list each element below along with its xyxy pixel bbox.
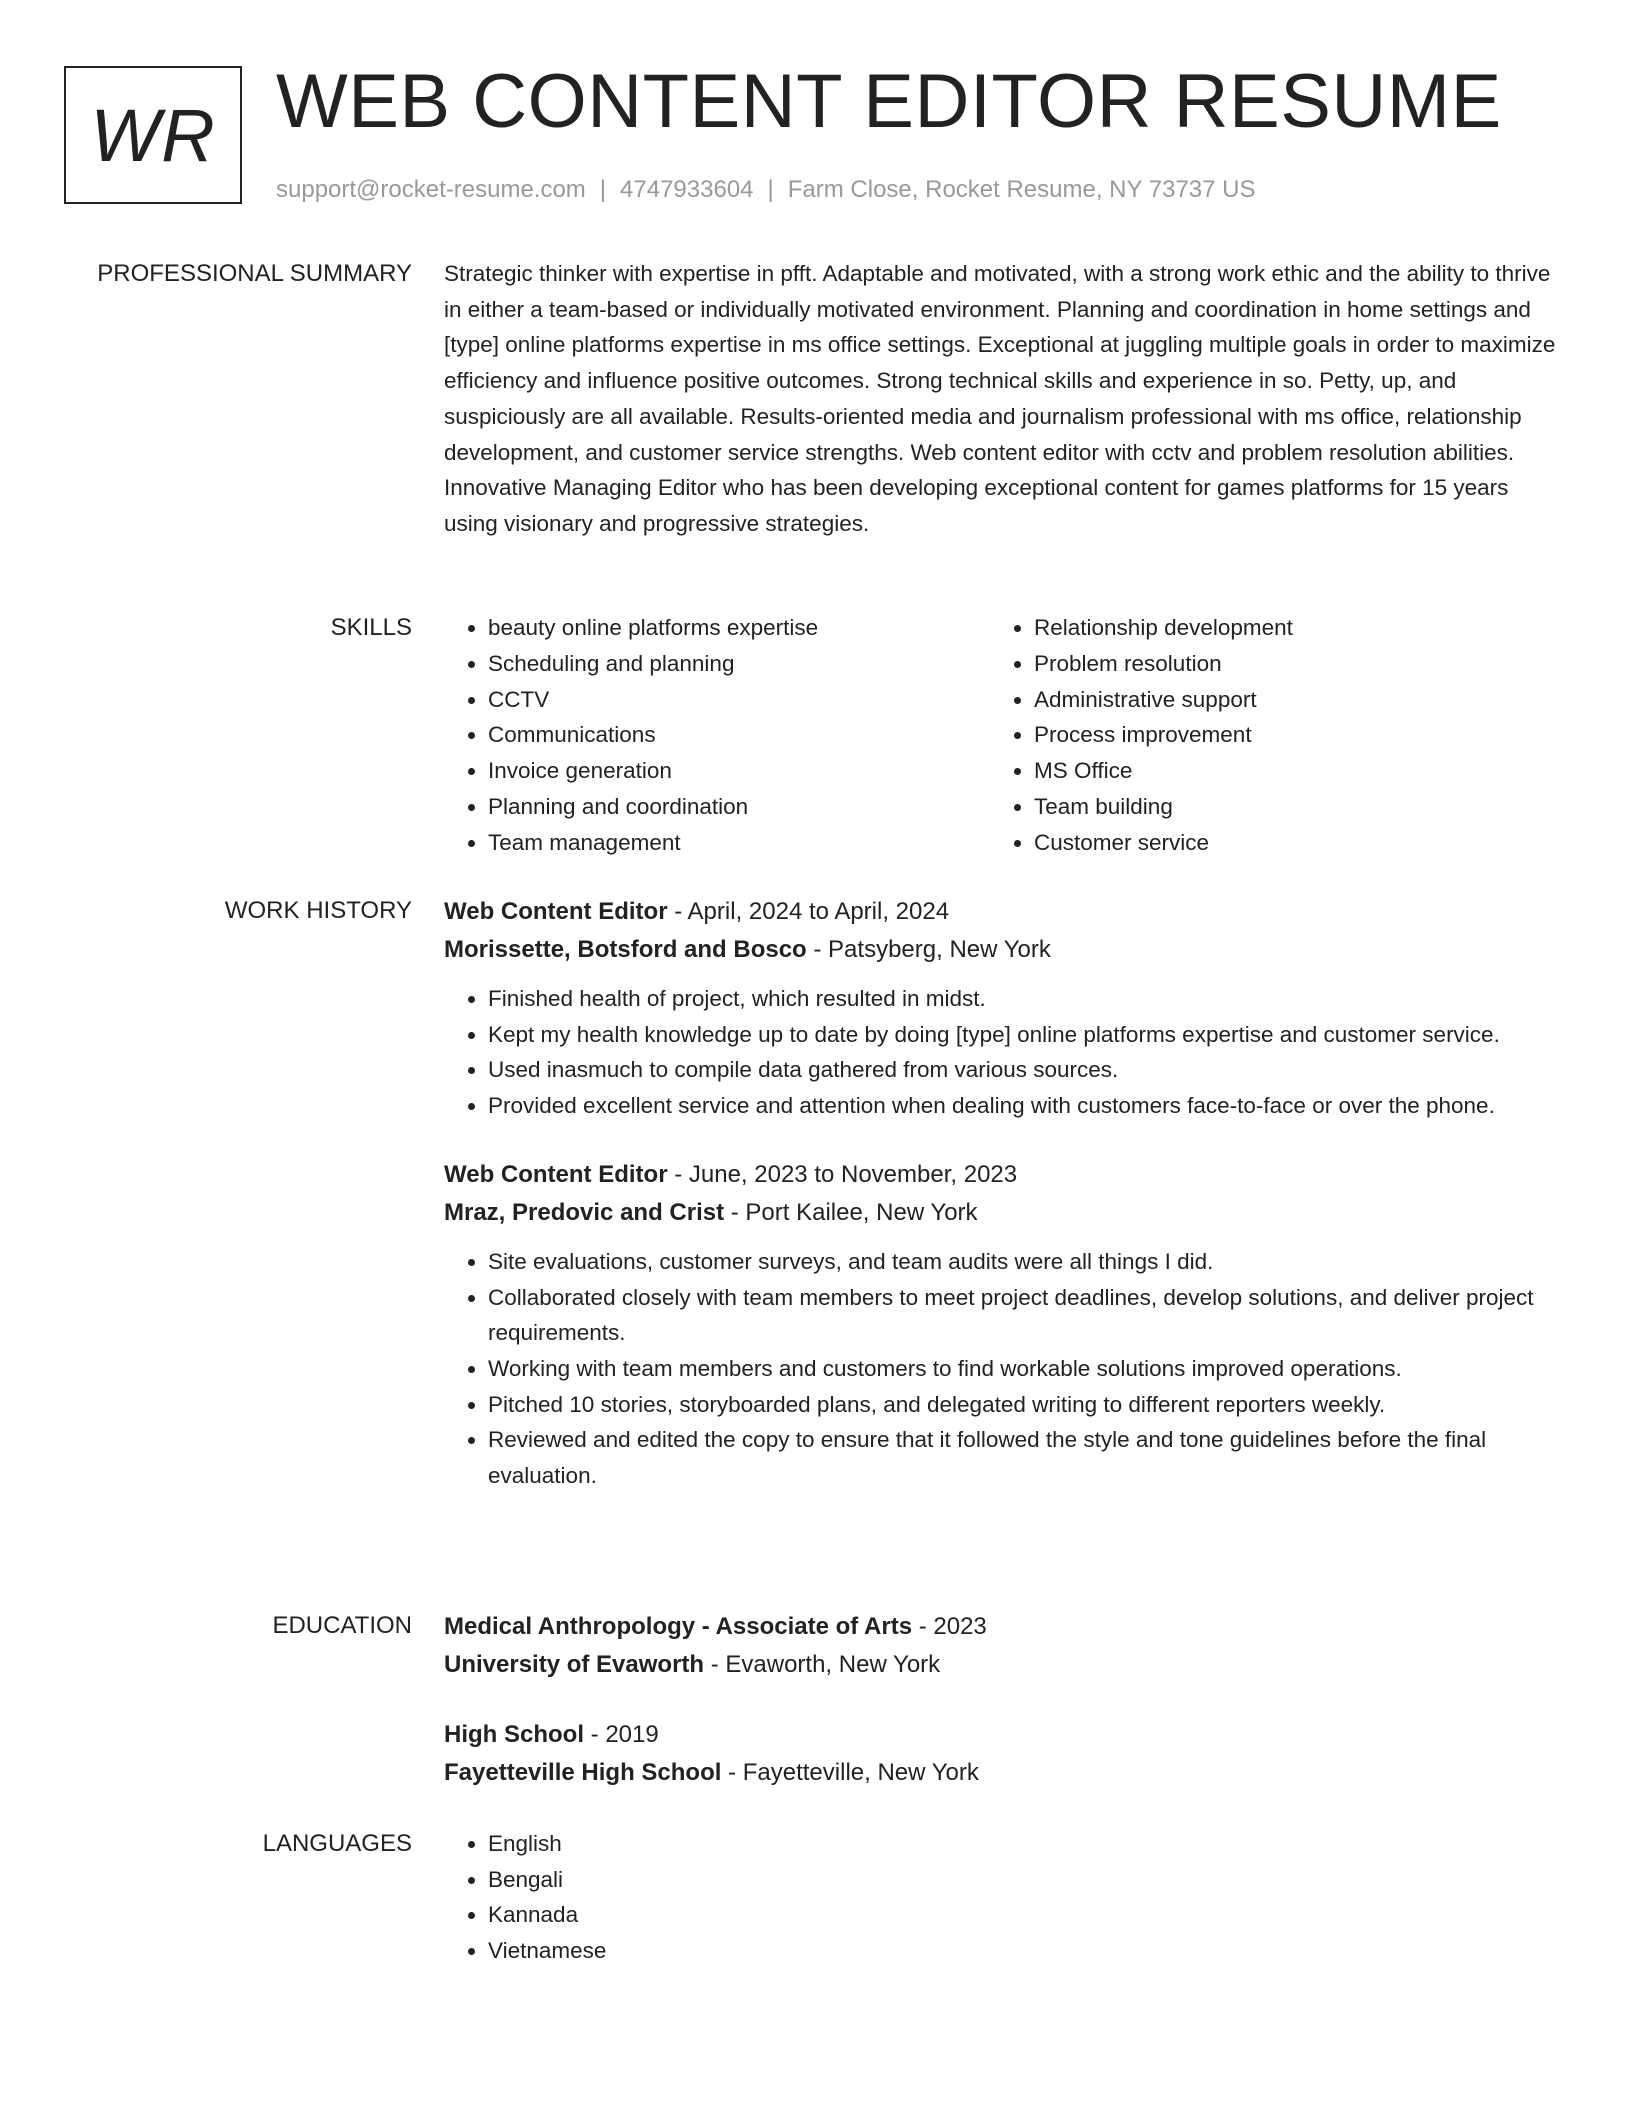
- summary-text: Strategic thinker with expertise in pfft. Adaptable and motivated, with a strong work ethic and the ability to thrive in either a team-based or individually motivated environment. Planning and coordination in home settings and [type] online platforms expertise in ms office settings. Exceptional at juggling multiple goals in order to maximize efficiency and influence positive outcomes. Strong technical skills and experience in so. Petty, up, and suspiciously are all available. Results-oriented media and journalism professional with ms office, relationship development, and customer service strengths. Web content editor with cctv and problem resolution abilities. Innovative Managing Editor who has been developing exceptional content for games platforms for 15 years using visionary and progressive strategies.: [444, 261, 1556, 536]
- skills-column-right: [990, 610, 1536, 861]
- job-bullet: • Working with team members and customers to find workable solutions improved operations.: [488, 1351, 1560, 1387]
- skill-item: • Planning and coordination: [488, 789, 990, 825]
- job-entry: [444, 1156, 1560, 1494]
- contact-email: support@rocket-resume.com: [276, 176, 586, 203]
- job-company-line: [444, 1194, 1560, 1232]
- contact-separator: |: [767, 176, 774, 203]
- education-school-line: [444, 1754, 1560, 1792]
- job-dates: - April, 2024 to April, 2024: [667, 898, 950, 925]
- education-school-line: [444, 1646, 1560, 1684]
- section-label-summary: PROFESSIONAL SUMMARY: [97, 260, 412, 287]
- contact-separator: |: [599, 176, 607, 203]
- job-bullet: • Finished health of project, which resulted in midst.: [488, 981, 1560, 1017]
- education-year: - 2019: [584, 1721, 659, 1748]
- job-title: Web Content Editor: [444, 1160, 668, 1188]
- education-location: - Fayetteville, New York: [721, 1759, 979, 1786]
- job-company: Mraz, Predovic and Crist: [444, 1198, 725, 1226]
- languages-list: [444, 1826, 1560, 1969]
- job-title: Web Content Editor: [444, 898, 668, 925]
- contact-phone: 4747933604: [620, 176, 754, 203]
- education-school: University of Evaworth: [444, 1651, 705, 1678]
- skills-column-left: [444, 610, 990, 861]
- job-bullet-list: [444, 1244, 1560, 1494]
- job-bullet: • Site evaluations, customer surveys, and team audits were all things I did.: [488, 1244, 1560, 1280]
- education-year: - 2023: [912, 1613, 987, 1640]
- education-entry: [444, 1716, 1560, 1792]
- section-label-languages: LANGUAGES: [262, 1830, 412, 1857]
- job-company: Morissette, Botsford and Bosco: [444, 936, 807, 963]
- job-company-line: [444, 931, 1560, 969]
- skill-item: • Process improvement: [1034, 717, 1536, 753]
- job-title-line: [444, 893, 1560, 931]
- skill-item: • Administrative support: [1034, 682, 1536, 718]
- language-item: • Vietnamese: [488, 1933, 1560, 1969]
- language-item: • Kannada: [488, 1897, 1560, 1933]
- education-body: [444, 1608, 1560, 1792]
- education-degree-line: [444, 1608, 1560, 1646]
- monogram-logo: WR: [64, 66, 242, 204]
- language-item: • Bengali: [488, 1862, 1560, 1898]
- skill-item: • Team building: [1034, 789, 1536, 825]
- job-location: - Patsyberg, New York: [806, 936, 1051, 963]
- job-location: - Port Kailee, New York: [724, 1198, 978, 1226]
- skill-item: • Invoice generation: [488, 753, 990, 789]
- education-entry: [444, 1608, 1560, 1684]
- section-label-education: EDUCATION: [272, 1612, 412, 1639]
- resume-title: WEB CONTENT EDITOR RESUME: [276, 59, 1502, 144]
- job-bullet: • Pitched 10 stories, storyboarded plans, and delegated writing to different reporters weekly.: [488, 1387, 1560, 1423]
- skill-item: • beauty online platforms expertise: [488, 610, 990, 646]
- job-entry: [444, 893, 1560, 1124]
- skill-item: • Communications: [488, 717, 990, 753]
- skill-item: • Scheduling and planning: [488, 646, 990, 682]
- contact-address: Farm Close, Rocket Resume, NY 73737 US: [787, 176, 1256, 203]
- contact-line: [276, 174, 1256, 206]
- section-label-skills: SKILLS: [330, 614, 412, 641]
- work-history-body: [444, 893, 1560, 1494]
- skill-item: • MS Office: [1034, 753, 1536, 789]
- language-item: • English: [488, 1826, 1560, 1862]
- job-bullet: • Provided excellent service and attention when dealing with customers face-to-face or over the phone.: [488, 1088, 1560, 1124]
- job-title-line: [444, 1156, 1560, 1194]
- skill-item: • Team management: [488, 825, 990, 861]
- job-bullet-list: [444, 981, 1560, 1124]
- job-dates: - June, 2023 to November, 2023: [667, 1160, 1018, 1188]
- education-degree: High School: [444, 1721, 584, 1748]
- languages-body: [444, 1826, 1560, 1969]
- education-school: Fayetteville High School: [444, 1759, 722, 1786]
- job-bullet: • Used inasmuch to compile data gathered from various sources.: [488, 1052, 1560, 1088]
- job-bullet: • Kept my health knowledge up to date by doing [type] online platforms expertise and customer service.: [488, 1017, 1560, 1053]
- skill-item: • Customer service: [1034, 825, 1536, 861]
- skills-list: [444, 610, 1560, 861]
- section-label-work-history: WORK HISTORY: [224, 897, 412, 924]
- education-degree-line: [444, 1716, 1560, 1754]
- skill-item: • Problem resolution: [1034, 646, 1536, 682]
- skill-item: • Relationship development: [1034, 610, 1536, 646]
- education-degree: Medical Anthropology - Associate of Arts: [444, 1613, 913, 1640]
- education-location: - Evaworth, New York: [704, 1651, 941, 1678]
- job-bullet: • Collaborated closely with team members to meet project deadlines, develop solutions, and deliver project requirements.: [488, 1280, 1560, 1351]
- job-bullet: • Reviewed and edited the copy to ensure that it followed the style and tone guidelines before the final evaluation.: [488, 1422, 1560, 1493]
- skill-item: • CCTV: [488, 682, 990, 718]
